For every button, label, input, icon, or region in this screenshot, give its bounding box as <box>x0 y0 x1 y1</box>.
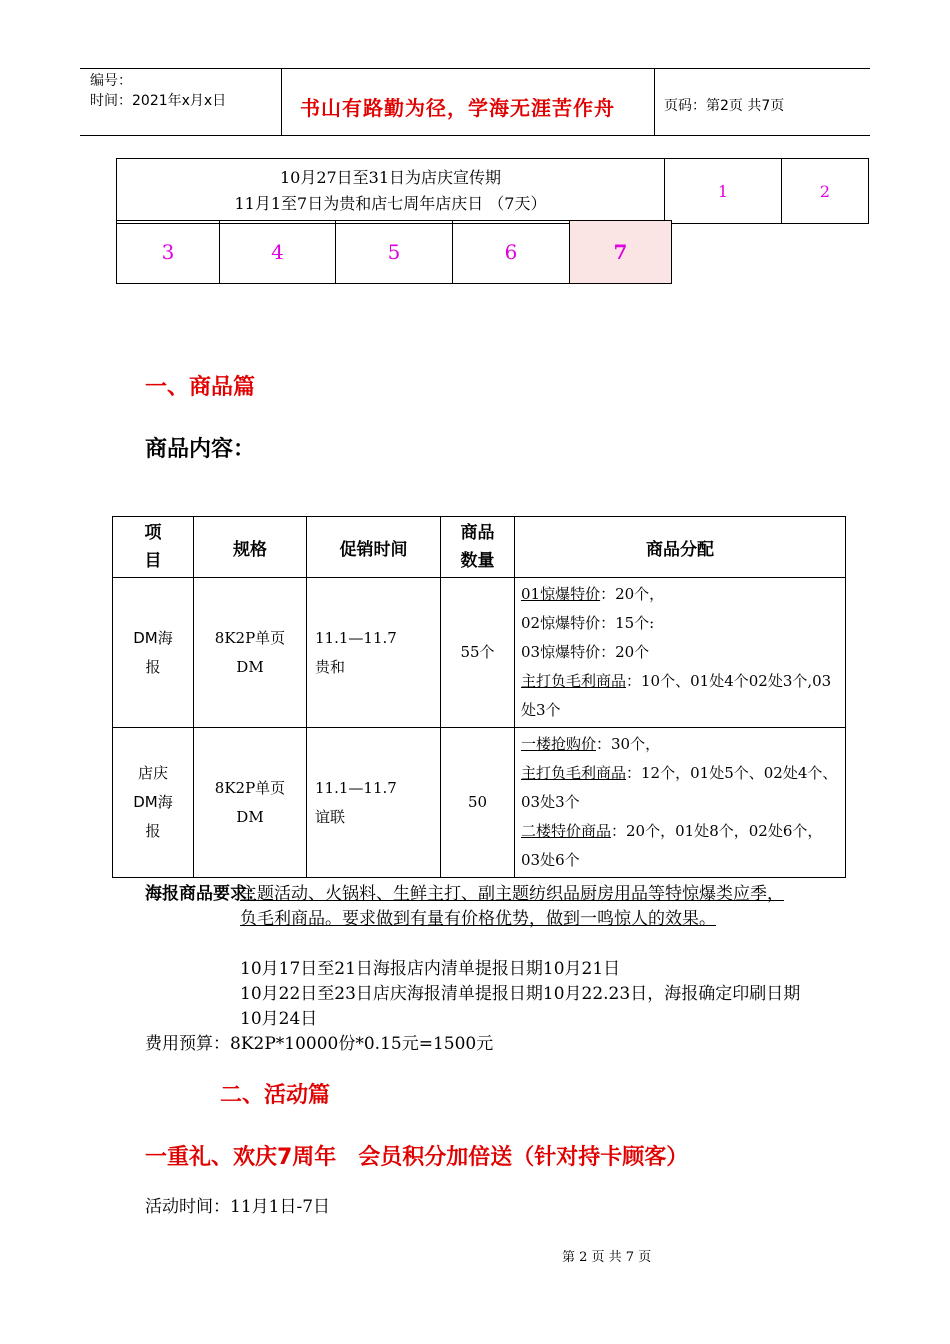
header-number-label: 编号： <box>90 73 132 89</box>
calendar-day: 1 <box>665 159 782 224</box>
header-top-rule <box>80 68 870 69</box>
allocation-line: 03惊爆特价：20个 <box>521 643 650 661</box>
requirements-date: 10月17日至21日海报店内清单提报日期10月21日 <box>240 959 621 979</box>
column-header: 促销时间 <box>307 517 441 578</box>
goods-table <box>112 516 846 878</box>
activity-title: 一重礼、欢庆7周年 会员积分加倍送（针对持卡顾客） <box>145 1145 689 1170</box>
activity-time: 活动时间：11月1日-7日 <box>145 1197 331 1217</box>
calendar-day: 7 <box>570 221 672 284</box>
goods-allocation <box>515 578 846 728</box>
header-divider <box>654 68 655 136</box>
goods-item: DM海报 <box>113 578 194 728</box>
column-header: 规格 <box>194 517 307 578</box>
allocation-line: 二楼特价商品：20个，01处8个，02处6个，03处6个 <box>521 822 823 869</box>
requirements-text: 主题活动、火锅料、生鲜主打、副主题纺织品厨房用品等特惊爆类应季，负毛利商品。要求做到有量有价格优势，做到一鸣惊人的效果。 <box>240 884 784 929</box>
goods-item: 店庆DM海报 <box>113 728 194 878</box>
table-row <box>113 728 846 878</box>
header-bottom-rule <box>80 135 870 136</box>
goods-allocation <box>515 728 846 878</box>
section-title: 一、商品篇 <box>145 375 256 400</box>
calendar-day: 6 <box>453 221 570 284</box>
goods-time: 11.1—11.7 贵和 <box>307 578 441 728</box>
allocation-line: 01惊爆特价：20个， <box>521 585 665 603</box>
calendar-notice-cell <box>117 159 665 224</box>
goods-spec: 8K2P单页DM <box>194 578 307 728</box>
allocation-line: 02惊爆特价：15个: <box>521 614 655 632</box>
column-header: 商品数量 <box>441 517 515 578</box>
header-motto: 书山有路勤为径，学海无涯苦作舟 <box>300 96 615 120</box>
requirements-date: 10月22日至23日店庆海报清单提报日期10月22.23日，海报确定印刷日期10月24日 <box>240 984 801 1029</box>
header-page-info: 页码：第2页 共7页 <box>664 98 785 114</box>
calendar-day: 2 <box>782 159 869 224</box>
allocation-line: 主打负毛利商品：10个、01处4个02处3个,03处3个 <box>521 672 832 719</box>
goods-qty: 55个 <box>441 578 515 728</box>
table-row <box>113 578 846 728</box>
column-header: 项目 <box>113 517 194 578</box>
calendar-day: 3 <box>117 221 220 284</box>
calendar-notice-line: 11月1至7日为贵和店七周年店庆日 （7天） <box>234 194 547 213</box>
column-header: 商品分配 <box>515 517 846 578</box>
calendar-day: 5 <box>336 221 453 284</box>
requirements-label: 海报商品要求： <box>145 884 264 904</box>
allocation-line: 一楼抢购价：30个， <box>521 735 661 753</box>
goods-table-header <box>113 517 846 578</box>
section-subtitle: 商品内容： <box>145 437 256 462</box>
header-time-label: 时间：2021年x月x日 <box>90 93 227 109</box>
goods-time: 11.1—11.7 谊联 <box>307 728 441 878</box>
calendar-day: 4 <box>220 221 336 284</box>
calendar-notice-line: 10月27日至31日为店庆宣传期 <box>279 168 502 187</box>
budget-line: 费用预算：8K2P*10000份*0.15元=1500元 <box>145 1034 494 1054</box>
calendar-row-1 <box>116 158 869 224</box>
goods-spec: 8K2P单页DM <box>194 728 307 878</box>
goods-qty: 50 <box>441 728 515 878</box>
calendar-row-2 <box>116 220 672 284</box>
page-footer: 第 2 页 共 7 页 <box>562 1250 652 1265</box>
header-divider <box>281 68 282 136</box>
section-title: 二、活动篇 <box>220 1083 331 1108</box>
allocation-line: 主打负毛利商品：12个，01处5个、02处4个、03处3个 <box>521 764 838 811</box>
